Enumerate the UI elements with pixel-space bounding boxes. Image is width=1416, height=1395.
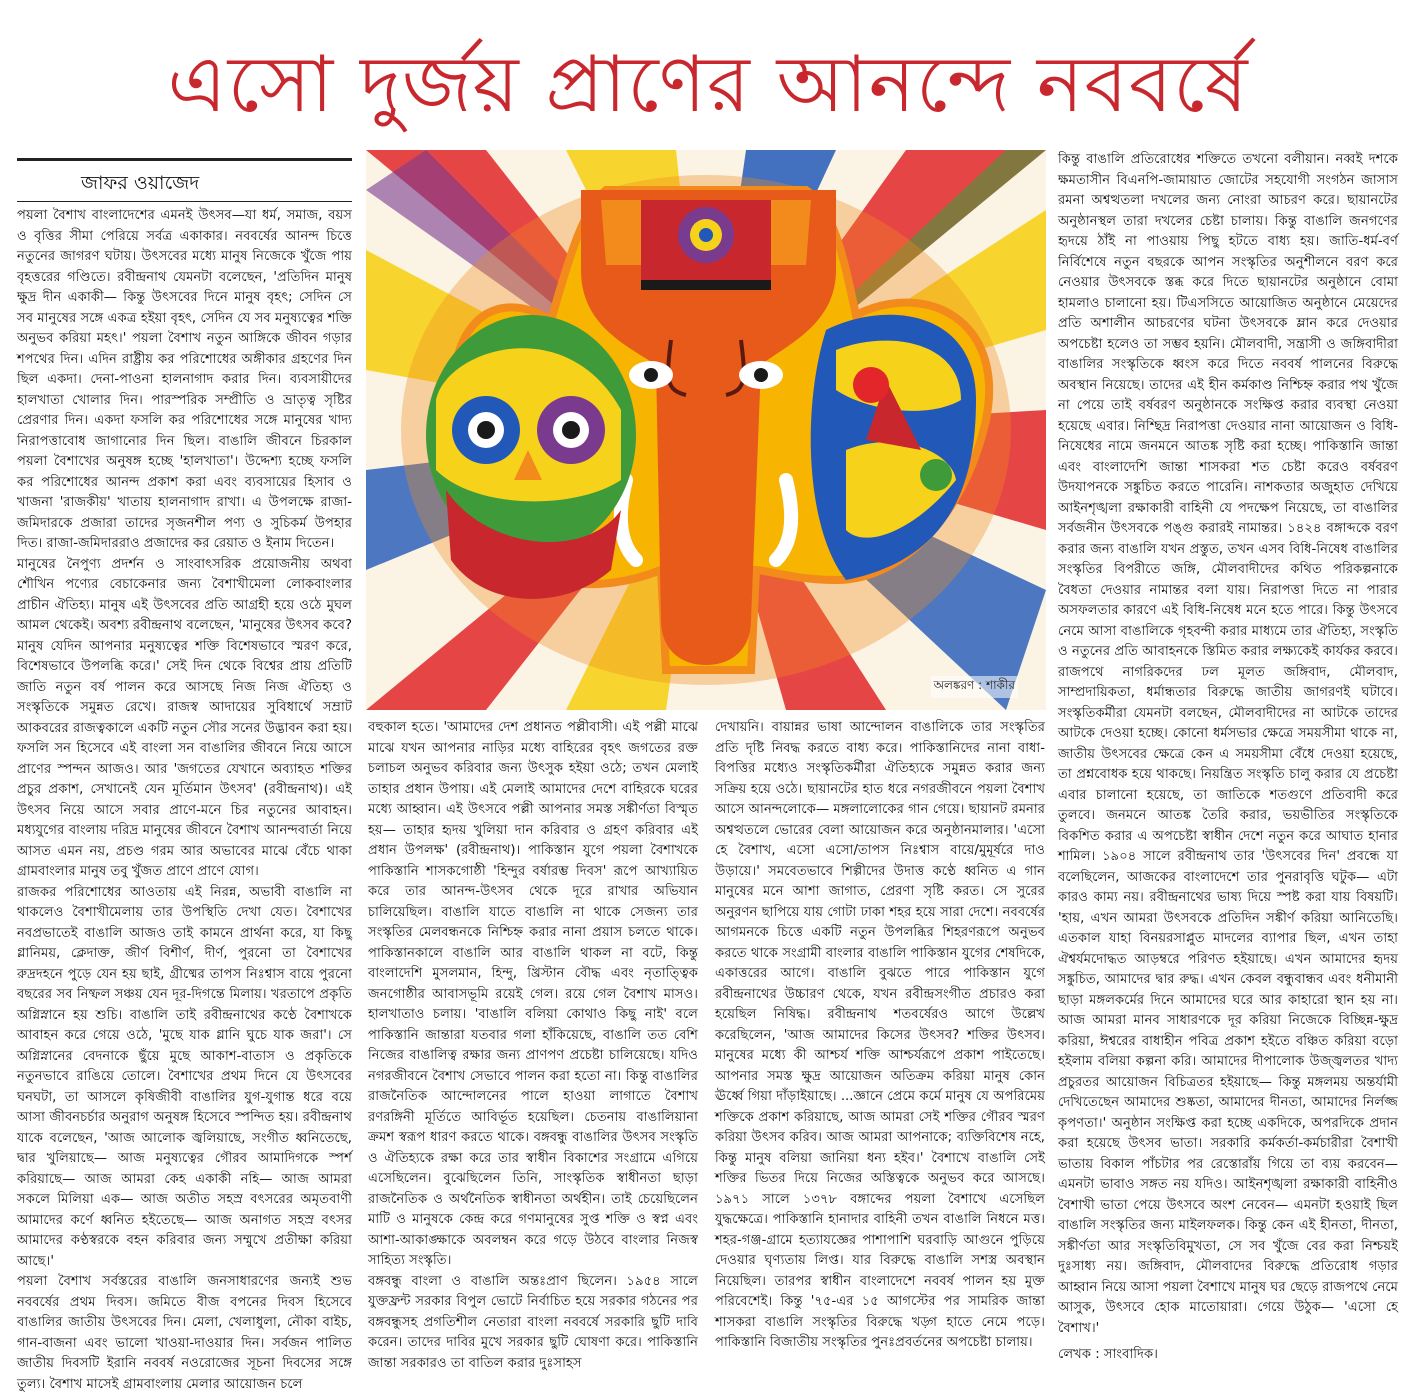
- illustration-caption: অলঙ্করণ : শাকীর: [931, 676, 1018, 698]
- paragraph: মানুষের নৈপুণ্য প্রদর্শন ও সাংবাৎসরিক প্রয়োজনীয় অথবা শৌখিন পণ্যের বেচাকেনার জন্য বৈশাখীমেলা লোকবাংলার প্রাচীন ঐতিহ্য। মানুষ এই উৎসবের প্রতি আগ্রহী হয়ে ওঠে মুঘল আমল থেকেই। অবশ্য রবীন্দ্রনাথ বলেছেন, 'মানুষের উৎসব কবে? মানুষ যেদিন আপনার মনুষ্যত্বের শক্তি বিশেষভাবে স্মরণ করে, বিশেষভাবে উপলব্ধি করে।' সেই দিন থেকে বিশ্বের প্রায় প্রতিটি জাতি নতুন বর্ষ পালন করে আসছে নিজ নিজ ঐতিহ্য ও সংস্কৃতিকে সমুন্নত রেখে। রাজস্ব আদায়ের সুবিধার্থে সম্রাট আকবরের রাজত্বকালে একটি নতুন সৌর সনের উদ্ভাবন করা হয়। ফসলি সন হিসেবে এই বাংলা সন বাঙালির জীবনে নিয়ে আসে প্রাণের স্পন্দন আজও। আর 'জগতের যেখানে অব্যাহত শক্তির প্রচুর প্রকাশ, সেখানেই যেন মূর্তিমান উৎসব' (রবীন্দ্রনাথ)। এই উৎসব নিয়ে আসে সবার প্রাণে-মনে চির নতুনের আবাহন। মধ্যযুগের বাংলায় দরিদ্র মানুষের জীবনে বৈশাখ আনন্দবার্তা নিয়ে আসত এমন নয়, প্রচণ্ড গরম আর অভাবের মাঝে বেঁচে থাকা গ্রামবাংলার মানুষ তবু খুঁজত প্রাণে প্রাণে যোগ।: [17, 556, 352, 879]
- author-note: লেখক : সাংবাদিক।: [1058, 1347, 1158, 1362]
- article-column-1: [17, 206, 352, 1392]
- paragraph: পয়লা বৈশাখ বাংলাদেশের এমনই উৎসব—যা ধর্ম, সমাজ, বয়স ও বৃত্তির সীমা পেরিয়ে সর্বত্র একাকার। নববর্ষের আনন্দ চিত্তে নতুনের জাগরণ ঘটায়। উৎসবের মধ্যে মানুষ নিজেকে খুঁজে পায় বৃহত্তরের গণ্ডিতে। রবীন্দ্রনাথ যেমনটা বলেছেন, 'প্রতিদিন মানুষ ক্ষুদ্র দীন একাকী— কিন্তু উৎসবের দিনে মানুষ বৃহৎ; সেদিন সে সব মানুষের সঙ্গে একত্র হইয়া বৃহৎ, সেদিন যে সব মনুষ্যত্বের শক্তি অনুভব করিয়া মহৎ।' পয়লা বৈশাখ নতুন আঙ্গিকে জীবন গড়ার শপথের দিন। এদিন রাষ্ট্রীয় কর পরিশোধের অঙ্গীকার গ্রহণের দিন ছিল একদা। দেনা-পাওনা হালনাগাদ করার দিন। ব্যবসায়ীদের হালখাতা খোলার দিন। পারস্পরিক সম্প্রীতি ও ভ্রাতৃত্ব সৃষ্টির প্রেরণার দিন। একদা ফসলি কর পরিশোধের সঙ্গে মানুষের খাদ্য নিরাপত্তাবোধ জাগানোর দিন ছিল। বাঙালি জীবনে চিরকাল পয়লা বৈশাখের অনুষঙ্গ হচ্ছে 'হালখাতা'। উদ্দেশ্য হচ্ছে ফসলি কর পরিশোধের আনন্দ প্রকাশ করা এবং ব্যবসায়ের হিসাব ও খাজনা 'রাজকীয়' খাতায় হালনাগাদ রাখা। এ উপলক্ষে রাজা-জমিদারকে প্রজারা তাদের সৃজনশীল পণ্য ও সুচিকর্ম উপহার দিত। রাজা-জমিদাররাও প্রজাদের কর রেয়াত ও ইনাম দিতেন।: [17, 208, 352, 551]
- paragraph: রাজকর পরিশোধের আওতায় এই নিরন্ন, অভাবী বাঙালি না থাকলেও বৈশাখীমেলায় তার উপস্থিতি দেখা যেত। বৈশাখের নবপ্রভাতেই বাঙালি আজও তাই কামনে প্রার্থনা করে, যা কিছু গ্লানিময়, ক্লেদাক্ত, জীর্ণ বিশীর্ণ, দীর্ণ, পুরনো তা বৈশাখের রুদ্রদহনে পুড়ে যেন হয় ছাই, গ্রীষ্মের তাপস নিঃশ্বাস বায়ে পুরনো বছরের সব নিষ্ফল সঞ্চয় যেন দূর-দিগন্তে মিলায়। খরতাপে প্রকৃতি অগ্নিস্নানে হয় শুচি। বাঙালি তাই রবীন্দ্রনাথের কণ্ঠে বৈশাখকে আবাহন করে গেয়ে ওঠে, 'মুছে যাক গ্লানি ঘুচে যাক জরা'। সে অগ্নিস্নানের বেদনাকে ছুঁয়ে মুছে আকাশ-বাতাস ও প্রকৃতিকে নতুনভাবে রাঙিয়ে তোলে। বৈশাখের প্রথম দিনে যে উৎসবের ঘনঘটা, তা আসলে কৃষিজীবী বাঙালির যুগ-যুগান্ত ধরে বয়ে আসা জীবনচর্চার অনুরাগ অনুষঙ্গ হিসেবে স্পন্দিত হয়। রবীন্দ্রনাথ যাকে বলেছেন, 'আজ আলোক জ্বলিয়াছে, সংগীত ধ্বনিতেছে, দ্বার খুলিয়াছে— আজ মনুষ্যত্বের গৌরব আমাদিগকে স্পর্শ করিয়াছে— আজ আমরা কেহ একাকী নহি— আজ আমরা সকলে মিলিয়া এক— আজ অতীত সহস্র বৎসরের অমৃতবাণী আমাদের কর্ণে ধ্বনিত হইতেছে— আজ অনাগত সহস্র বৎসর আমাদের কণ্ঠস্বরকে বহন করিবার জন্য সম্মুখে প্রতীক্ষা করিয়া আছে।': [17, 884, 352, 1269]
- paragraph: দেখায়নি। বায়ান্নর ভাষা আন্দোলন বাঙালিকে তার সংস্কৃতির প্রতি দৃষ্টি নিবদ্ধ করতে বাধ্য করে। পাকিস্তানিদের নানা বাধা-বিপত্তির মধ্যেও সংস্কৃতিকর্মীরা ঐতিহ্যকে সমুন্নত করার জন্য সক্রিয় হয়ে ওঠে। ছায়ানটের হাত ধরে নগরজীবনে পয়লা বৈশাখ আসে আনন্দলোকে— মঙ্গলালোকের গান গেয়ে। ছায়ানট রমনার অশ্বত্থতলে ভোরের বেলা আয়োজন করে অনুষ্ঠানমালার। 'এসো হে বৈশাখ, এসো এসো/তাপস নিঃশ্বাস বায়ে/মুমূর্ষরে দাও উড়ায়ে।' সমবেতভাবে শিল্পীদের উদাত্ত কণ্ঠে ধ্বনিত এ গান মানুষের মনে আশা জাগাত, প্রেরণা সৃষ্টি করত। সে সুরের অনুরণন ছাপিয়ে যায় গোটা ঢাকা শহর হয়ে সারা দেশে। নববর্ষের আগমনকে চিত্তে একটি নতুন উপলব্ধির শিহরণরূপে অনুভব করতে থাকে সংগ্রামী বাংলার বাঙালি পাকিস্তান যুগের শেষদিকে, একাত্তরের আগে। বাঙালি বুঝতে পারে পাকিস্তান যুগে রবীন্দ্রনাথের উচ্চারণ থেকে, যখন রবীন্দ্রসংগীত প্রচারও করা হয়েছিল নিষিদ্ধ। রবীন্দ্রনাথ শতবর্ষেরও আগে উল্লেখ করেছিলেন, 'আজ আমাদের কিসের উৎসব? শক্তির উৎসব। মানুষের মধ্যে কী আশ্চর্য শক্তি আশ্চর্যরূপে প্রকাশ পাইতেছে। আপনার সমস্ত ক্ষুদ্র আয়োজন অতিক্রম করিয়া মানুষ কোন ঊর্ধ্বে গিয়া দাঁড়াইয়াছে। ...জ্ঞানে প্রেমে কর্মে মানুষ যে অপরিমেয় শক্তিকে প্রকাশ করিয়াছে, আজ আমরা সেই শক্তির গৌরব স্মরণ করিয়া উৎসব করিব। আজ আমরা আপনাকে; ব্যক্তিবিশেষ নহে, কিন্তু মানুষ বলিয়া জানিয়া ধন্য হইব।' বৈশাখে বাঙালি সেই শক্তির ভিতর দিয়ে নিজের অস্তিত্বকে অনুভব করে আসছে। ১৯৭১ সালে ১৩৭৮ বঙ্গাব্দের পয়লা বৈশাখে এসেছিল যুদ্ধক্ষেত্রে। পাকিস্তানি হানাদার বাহিনী তখন বাঙালি নিধনে মত্ত। শহর-গঞ্জ-গ্রামে হত্যাযজ্ঞের পাশাপাশি ঘরবাড়ি আগুনে পুড়িয়ে দেওয়ার ঘৃণ্যতায় লিপ্ত। যার বিরুদ্ধে বাঙালি সশস্ত্র অবস্থান নিয়েছিল। তারপর স্বাধীন বাংলাদেশে নববর্ষ পালন হয় মুক্ত পরিবেশেই। কিন্তু '৭৫-এর ১৫ আগস্টের পর সামরিক জান্তা শাসকরা বাঙালি সংস্কৃতির বিরুদ্ধে খড়্গ হাতে নেমে পড়ে। পাকিস্তানি বিজাতীয় সংস্কৃতির পুনঃপ্রবর্তনের অপচেষ্টা চালায়।: [715, 720, 1045, 1350]
- elephant-illustration: [366, 150, 1046, 710]
- byline-box: [17, 158, 352, 202]
- paragraph: বঙ্গবন্ধু বাংলা ও বাঙালি অন্তঃপ্রাণ ছিলেন। ১৯৫৪ সালে যুক্তফ্রন্ট সরকার বিপুল ভোটে নির্বাচিত হয়ে সরকার গঠনের পর বঙ্গবন্ধুসহ প্রগতিশীল নেতারা বাংলা নববর্ষে সরকারি ছুটি দাবি করেন। তাদের দাবির মুখে সরকার ছুটি ঘোষণা করে। পাকিস্তানি জান্তা সরকারও তা বাতিল করার দুঃসাহস: [368, 1273, 698, 1371]
- article-column-2: [368, 718, 698, 1371]
- paragraph: বহুকাল হতে। 'আমাদের দেশ প্রধানত পল্লীবাসী। এই পল্লী মাঝে মাঝে যখন আপনার নাড়ির মধ্যে বাহিরের বৃহৎ জগতের রক্ত চলাচল অনুভব করিবার জন্য উৎসুক হইয়া ওঠে; তখন মেলাই তাহার প্রধান উপায়। এই মেলাই আমাদের দেশে বাহিরকে ঘরের মধ্যে আহ্বান। এই উৎসবে পল্লী আপনার সমস্ত সঙ্কীর্ণতা বিস্মৃত হয়— তাহার হৃদয় খুলিয়া দান করিবার ও গ্রহণ করিবার এই প্রধান উপলক্ষ' (রবীন্দ্রনাথ)। পাকিস্তান যুগে পয়লা বৈশাখকে পাকিস্তানি শাসকগোষ্ঠী 'হিন্দুর বর্ষারম্ভ দিবস' রূপে আখ্যায়িত করে তার আনন্দ-উৎসব থেকে দূরে রাখার অভিযান চালিয়েছিল। বাঙালি যাতে বাঙালি না থাকে সেজন্য তার সংস্কৃতির মেলবন্ধনকে নিশ্চিহ্ন করার নানা প্রয়াস চলতে থাকে। পাকিস্তানকালে বাঙালি আর বাঙালি থাকল না বটে, কিন্তু বাংলাদেশি মুসলমান, হিন্দু, খ্রিস্টান বৌদ্ধ এবং নৃতাত্ত্বিক জনগোষ্ঠীর আবাসভূমি রয়েই গেল। রয়ে গেল বৈশাখ মাসও। হালখাতাও চলায়। 'বাঙালি বলিয়া কোথাও কিছু নাই' বলে পাকিস্তানি জান্তারা যতবার গলা হাঁকিয়েছে, বাঙালি তত বেশি নিজের বাঙালিত্ব রক্ষার জন্য প্রাণপণ প্রচেষ্টা চালিয়েছে। যদিও নগরজীবনে বৈশাখ সেভাবে পালন করা হতো না। কিন্তু বাঙালির রাজনৈতিক আন্দোলনের পালে হাওয়া লাগাতে বৈশাখ রণরঙ্গিনী মূর্তিতে আবির্ভূত হয়েছিল। চেতনায় বাঙালিয়ানা ক্রমশ স্বরূপ ধারণ করতে থাকে। বঙ্গবন্ধু বাঙালির উৎসব সংস্কৃতি ও ঐতিহ্যকে রক্ষা করে তার স্বাধীন বিকাশের সংগ্রামে এগিয়ে এসেছিলেন। বুঝেছিলেন তিনি, সাংস্কৃতিক স্বাধীনতা ছাড়া রাজনৈতিক ও অর্থনৈতিক স্বাধীনতা অর্থহীন। তাই চেয়েছিলেন মাটি ও মানুষকে কেন্দ্র করে গণমানুষের সুপ্ত শক্তি ও স্বপ্ন এবং আশা-আকাঙ্ক্ষাকে অবলম্বন করে গড়ে উঠবে বাংলার নিজস্ব সাহিত্য সংস্কৃতি।: [368, 720, 698, 1268]
- illustration-svg: [366, 150, 1046, 710]
- owl-mask: [426, 315, 636, 599]
- headline: এসো দুর্জয় প্রাণের আনন্দে নববর্ষে: [167, 40, 1249, 130]
- article-column-4: [1058, 150, 1398, 1362]
- paragraph: কিন্তু বাঙালি প্রতিরোধের শক্তিতে তখনো বলীয়ান। নব্বই দশকে ক্ষমতাসীন বিএনপি-জামায়াত জোটের সহযোগী সংগঠন জাসাস রমনা অশ্বত্থতলা দখলের জন্য নোংরা আচরণ করে। ছায়ানটের অনুষ্ঠানস্থল তারা দখলের চেষ্টা চালায়। কিন্তু বাঙালি জনগণের হৃদয়ে ঠাঁই না পাওয়ায় পিছু হটতে বাধ্য হয়। জাতি-ধর্ম-বর্ণ নির্বিশেষে নতুন বছরকে আপন সংস্কৃতির অনুশীলনে বরণ করে নেওয়ার উৎসবকে স্তব্ধ করে দিতে ছায়ানটের অনুষ্ঠানে বোমা হামলাও চালানো হয়। টিএসসিতে আয়োজিত অনুষ্ঠানে মেয়েদের প্রতি অশালীন আচরণের ঘটনা উৎসবকে ম্লান করে দেওয়ার অপচেষ্টা হলেও তা সম্ভব হয়নি। মৌলবাদী, সন্ত্রাসী ও জঙ্গিবাদীরা বাঙালির সংস্কৃতিকে ধ্বংস করে দিতে নববর্ষ পালনের বিরুদ্ধে অবস্থান নিয়েছে। তাদের এই হীন কর্মকাণ্ড নিশ্চিহ্ন করার পথ খুঁজে না পেয়ে তাই বর্ষবরণ অনুষ্ঠানকে সংক্ষিপ্ত করার ব্যবস্থা নেওয়া হয়েছে এবার। নিশ্ছিদ্র নিরাপত্তা দেওয়ার নানা আয়োজন ও বিধি-নিষেধের নামে জনমনে আতঙ্ক সৃষ্টি করা হচ্ছে। পাকিস্তানি জান্তা এবং বাংলাদেশি জান্তা শাসকরা শত চেষ্টা করেও বর্ষবরণ উদযাপনকে সঙ্কুচিত করতে পারেনি। নাশকতার অজুহাত দেখিয়ে আইনশৃঙ্খলা রক্ষাকারী বাহিনী যে পদক্ষেপ নিয়েছে, তা বাঙালির সর্বজনীন উৎসবকে পঙ্গু করারই নামান্তর। ১৪২৪ বঙ্গাব্দকে বরণ করার জন্য বাঙালি যখন প্রস্তুত, তখন এসব বিধি-নিষেধ বাঙালির সংস্কৃতির বিপরীতে জঙ্গি, মৌলবাদীদের কথিত পরিকল্পনাকে বৈধতা দেওয়ার নামান্তর বলা যায়। নিরাপত্তা দিতে না পারার অসফলতার কারণে এই বিধি-নিষেধ মনে হতে পারে। কিন্তু উৎসবে নেমে আসা বাঙালিকে গৃহবন্দী করার মাধ্যমে তার ঐতিহ্য, সংস্কৃতি ও নতুনের প্রতি আবাহনকে স্তিমিত করার লক্ষ্যকেই কার্যকর করবে। রাজপথে নাগরিকদের ঢল মূলত জঙ্গিবাদ, মৌলবাদ, সাম্প্রদায়িকতা, ধর্মান্ধতার বিরুদ্ধে জাতীয় জাগরণই ঘটাবে। সংস্কৃতিকর্মীরা যেমনটা বলছেন, মৌলবাদীদের না আটকে তাদের আটকে দেওয়া হচ্ছে। কোনো ধর্মসভার ক্ষেত্রে সময়সীমা থাকে না, জাতীয় উৎসবের ক্ষেত্রে কেন এ সময়সীমা বেঁধে দেওয়া হয়েছে, তা প্রশ্নবোধক হয়ে থাকছে। নিয়ন্ত্রিত সংস্কৃতি চালু করার যে প্রচেষ্টা এবার চালানো হয়েছে, তা জাতিকে শতগুণে প্রতিবাদী করে তুলবে। জনমনে আতঙ্ক তৈরি করার, ভয়ভীতির সংস্কৃতিকে বিকশিত করার এ অপচেষ্টা স্বাধীন দেশে নতুন করে আঘাত হানার শামিল। ১৯০৪ সালে রবীন্দ্রনাথ তার 'উৎসবের দিন' প্রবন্ধে যা বলেছিলেন, আজকের বাংলাদেশে তার পুনরাবৃত্তি ঘটুক— এটা কারও কাম্য নয়। রবীন্দ্রনাথের ভাষ্য দিয়ে স্পষ্ট করা যায় বিষয়টি। 'হায়, এখন আমরা উৎসবকে প্রতিদিন সঙ্কীর্ণ করিয়া আনিতেছি। এতকাল যাহা বিনয়রসাপ্লুত মাদলের ব্যাপার ছিল, এখন তাহা ঐশ্বর্যমদোদ্ধত আড়ম্বরে পরিণত হইয়াছে। এখন আমাদের হৃদয় সঙ্কুচিত, আমাদের দ্বার রুদ্ধ। এখন কেবল বন্ধুবান্ধব এবং ধনীমানী ছাড়া মঙ্গলকর্মের দিনে আমাদের ঘরে আর কাহারো স্থান হয় না। আজ আমরা মানব সাধারণকে দূর করিয়া নিজেকে বিচ্ছিন্ন-ক্ষুদ্র করিয়া, ঈশ্বরের বাধাহীন পবিত্র প্রকাশ হইতে বঞ্চিত করিয়া বড়ো হইলাম বলিয়া কল্পনা করি। আমাদের দীপালোক উজ্জ্বলতর খাদ্য প্রচুরতর আয়োজন বিচিত্রতর হইয়াছে— কিন্তু মঙ্গলময় অন্তর্যামী দেখিতেছেন আমাদের শুষ্কতা, আমাদের দীনতা, আমাদের নির্লজ্জ কৃপণতা।' অনুষ্ঠান সংক্ষিপ্ত করা হচ্ছে একদিকে, অপরদিকে প্রদান করা হয়েছে উৎসব ভাতা। সরকারি কর্মকর্তা-কর্মচারীরা বৈশাখী ভাতায় বিকাল পাঁচটার পর রেস্তোরাঁয় গিয়ে তা ব্যয় করবেন— এমনটা ভাবাও সঙ্গত নয় যদিও। আইনশৃঙ্খলা রক্ষাকারী বাহিনীও বৈশাখী ভাতা পেয়ে উৎসবে অংশ নেবেন— এমনটা হওয়াই ছিল বাঙালি সংস্কৃতির জন্য মাইলফলক। কিন্তু কেন এই হীনতা, দীনতা, সঙ্কীর্ণতা আর সংস্কৃতিবিমুখতা, সে সব খুঁজে বের করা নিশ্চয়ই দুঃসাধ্য নয়। জঙ্গিবাদ, মৌলবাদের বিরুদ্ধে প্রতিরোধ গড়ার আহ্বান নিয়ে আসা পয়লা বৈশাখে মানুষ ঘর ছেড়ে রাজপথে নেমে আসুক, উৎসবে হোক মাতোয়ারা। গেয়ে উঠুক— 'এসো হে বৈশাখ।': [1058, 152, 1398, 1336]
- author-byline: জাফর ওয়াজেদ: [81, 172, 200, 194]
- paragraph: পয়লা বৈশাখ সর্বস্তরের বাঙালি জনসাধারণের জন্যই শুভ নববর্ষের প্রথম দিবস। জমিতে বীজ বপনের দিবস হিসেবে বাঙালির জাতীয় উৎসবের দিন। মেলা, খেলাধুলা, নৌকা বাইচ, গান-বাজনা এবং ভালো খাওয়া-দাওয়ার দিন। সর্বজন পালিত জাতীয় দিবসটি ইরানি নববর্ষ নওরোজের সূচনা দিবসের সঙ্গে তুল্য। বৈশাখ মাসেই গ্রামবাংলায় মেলার আয়োজন চলে: [17, 1274, 352, 1392]
- article-column-3: [715, 718, 1045, 1350]
